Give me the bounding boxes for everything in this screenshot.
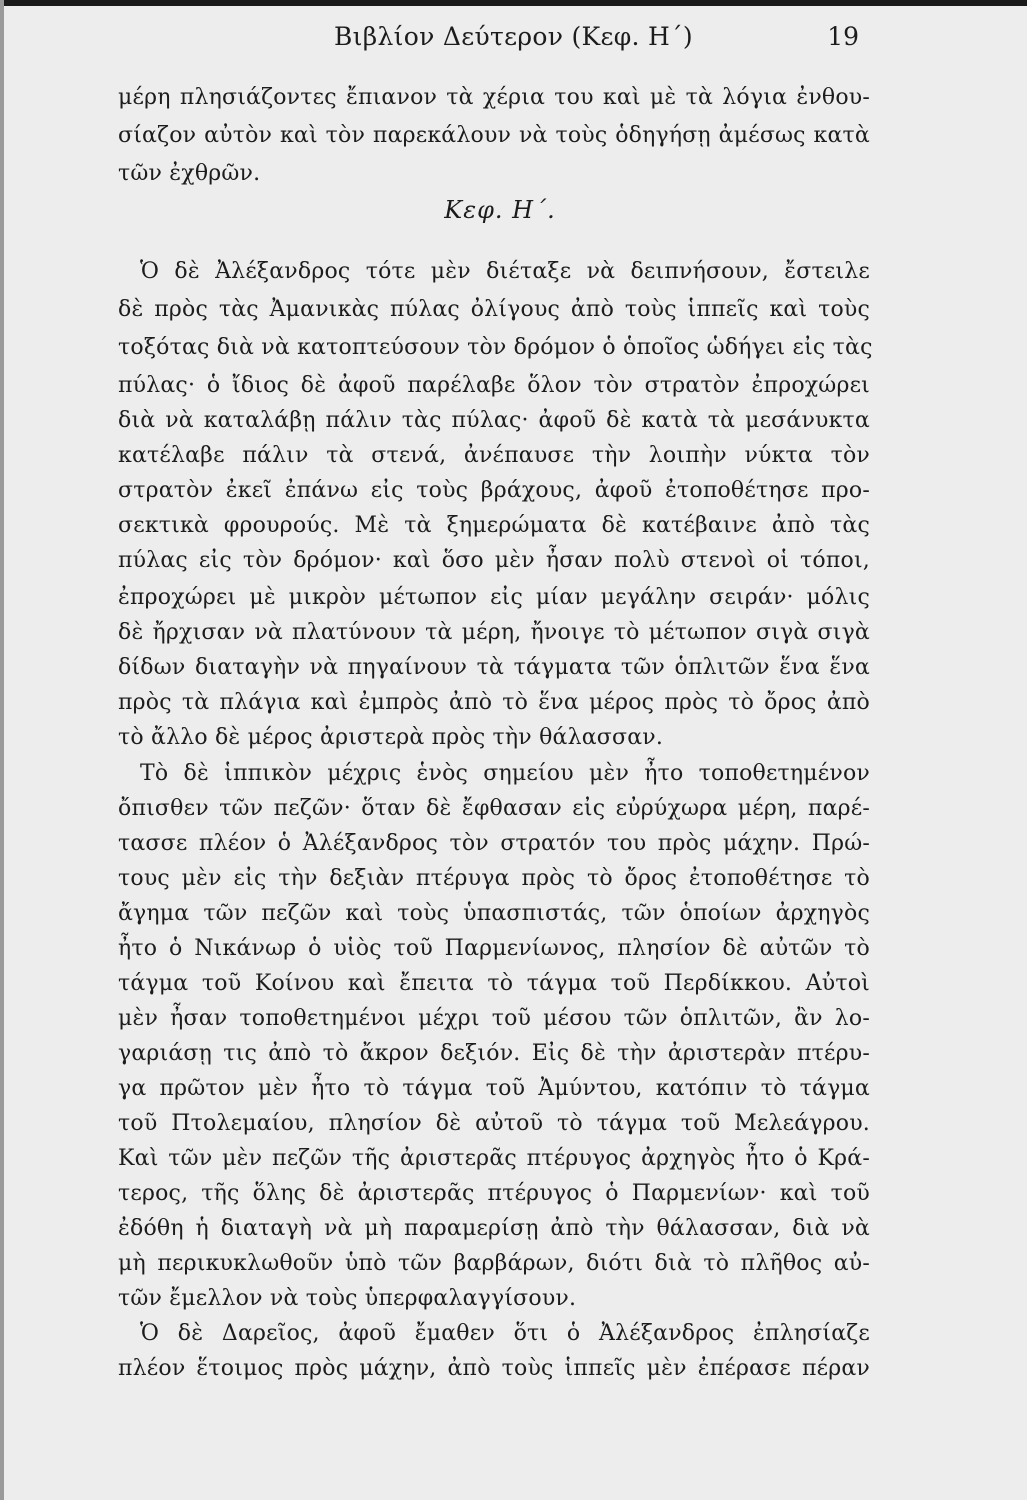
text-line: Ὁ δὲ Δαρεῖος, ἀφοῦ ἔμαθεν ὅτι ὁ Ἀλέξανδρος ἐπλησίαζε	[140, 1321, 870, 1346]
text-line: δίδων διαταγὴν νὰ πηγαίνουν τὰ τάγματα τῶν ὁπλιτῶν ἕνα ἕνα	[118, 655, 870, 680]
text-line: ἐπροχώρει μὲ μικρὸν μέτωπον εἰς μίαν μεγάλην σειράν· μόλις	[118, 585, 870, 610]
text-line: πλέον ἕτοιμος πρὸς μάχην, ἀπὸ τοὺς ἱππεῖς μὲν ἐπέρασε πέραν	[118, 1356, 870, 1381]
running-header: Βιβλίον Δεύτερον (Κεφ. Η΄)	[334, 22, 693, 51]
text-line: πύλας· ὁ ἴδιος δὲ ἀφοῦ παρέλαβε ὅλον τὸν στρατὸν ἐπροχώρει	[118, 373, 870, 398]
text-line: μὲν ἦσαν τοποθετημένοι μέχρι τοῦ μέσου τῶν ὁπλιτῶν, ἂν λο-	[118, 1006, 870, 1031]
text-line: τοῦ Πτολεμαίου, πλησίον δὲ αὐτοῦ τὸ τάγμα τοῦ Μελεάγρου.	[118, 1111, 870, 1136]
text-line: ἦτο ὁ Νικάνωρ ὁ υἱὸς τοῦ Παρμενίωνος, πλησίον δὲ αὐτῶν τὸ	[118, 936, 870, 961]
text-line: τῶν ἐχθρῶν.	[118, 161, 261, 186]
scan-top-border	[0, 0, 1027, 6]
text-line: Ὁ δὲ Ἀλέξανδρος τότε μὲν διέταξε νὰ δειπνήσουν, ἔστειλε	[140, 259, 870, 284]
text-line: τασσε πλέον ὁ Ἀλέξανδρος τὸν στρατόν του πρὸς μάχην. Πρώ-	[118, 831, 870, 856]
text-line: τερος, τῆς ὅλης δὲ ἀριστερᾶς πτέρυγος ὁ Παρμενίων· καὶ τοῦ	[118, 1181, 870, 1206]
text-line: τοξότας διὰ νὰ κατοπτεύσουν τὸν δρόμον ὁ ὁποῖος ὡδήγει εἰς τὰς	[118, 335, 873, 360]
text-line: γαριάσῃ τις ἀπὸ τὸ ἄκρον δεξιόν. Εἰς δὲ τὴν ἀριστερὰν πτέρυ-	[118, 1041, 870, 1066]
text-line: ἄγημα τῶν πεζῶν καὶ τοὺς ὑπασπιστάς, τῶν ὁποίων ἀρχηγὸς	[118, 901, 870, 926]
scan-left-border	[0, 0, 4, 1500]
page-number: 19	[827, 22, 859, 51]
text-line: τους μὲν εἰς τὴν δεξιὰν πτέρυγα πρὸς τὸ ὄρος ἐτοποθέτησε τὸ	[118, 866, 870, 891]
chapter-heading: Κεφ. Η΄.	[444, 196, 556, 224]
text-line: διὰ νὰ καταλάβῃ πάλιν τὰς πύλας· ἀφοῦ δὲ κατὰ τὰ μεσάνυκτα	[118, 408, 870, 433]
text-line: σεκτικὰ φρουρούς. Μὲ τὰ ξημερώματα δὲ κατέβαινε ἀπὸ τὰς	[118, 513, 870, 538]
text-line: ὄπισθεν τῶν πεζῶν· ὅταν δὲ ἔφθασαν εἰς εὐρύχωρα μέρη, παρέ-	[118, 796, 870, 821]
text-line: σίαζον αὐτὸν καὶ τὸν παρεκάλουν νὰ τοὺς ὁδηγήσῃ ἀμέσως κατὰ	[118, 123, 870, 148]
text-line: μὴ περικυκλωθοῦν ὑπὸ τῶν βαρβάρων, διότι διὰ τὸ πλῆθος αὐ-	[118, 1251, 870, 1276]
text-line: γα πρῶτον μὲν ἦτο τὸ τάγμα τοῦ Ἀμύντου, κατόπιν τὸ τάγμα	[118, 1076, 870, 1101]
text-line: κατέλαβε πάλιν τὰ στενά, ἀνέπαυσε τὴν λοιπὴν νύκτα τὸν	[118, 443, 870, 468]
text-line: δὲ ἤρχισαν νὰ πλατύνουν τὰ μέρη, ἤνοιγε τὸ μέτωπον σιγὰ σιγὰ	[118, 620, 870, 645]
text-line: Καὶ τῶν μὲν πεζῶν τῆς ἀριστερᾶς πτέρυγος ἀρχηγὸς ἦτο ὁ Κρά-	[118, 1146, 870, 1171]
text-line: μέρη πλησιάζοντες ἔπιανον τὰ χέρια του καὶ μὲ τὰ λόγια ἐνθου-	[118, 85, 870, 110]
text-line: Τὸ δὲ ἱππικὸν μέχρις ἑνὸς σημείου μὲν ἦτο τοποθετημένον	[140, 761, 870, 786]
text-line: δὲ πρὸς τὰς Ἀμανικὰς πύλας ὀλίγους ἀπὸ τοὺς ἱππεῖς καὶ τοὺς	[118, 297, 870, 322]
text-line: τὸ ἄλλο δὲ μέρος ἀριστερὰ πρὸς τὴν θάλασσαν.	[118, 725, 664, 750]
text-line: πρὸς τὰ πλάγια καὶ ἐμπρὸς ἀπὸ τὸ ἕνα μέρος πρὸς τὸ ὄρος ἀπὸ	[118, 690, 870, 715]
text-line: τῶν ἔμελλον νὰ τοὺς ὑπερφαλαγγίσουν.	[118, 1286, 577, 1311]
text-line: πύλας εἰς τὸν δρόμον· καὶ ὅσο μὲν ἦσαν πολὺ στενοὶ οἱ τόποι,	[118, 548, 870, 573]
text-line: τάγμα τοῦ Κοίνου καὶ ἔπειτα τὸ τάγμα τοῦ Περδίκκου. Αὐτοὶ	[118, 971, 870, 996]
text-line: ἐδόθη ἡ διαταγὴ νὰ μὴ παραμερίσῃ ἀπὸ τὴν θάλασσαν, διὰ νὰ	[118, 1216, 870, 1241]
text-line: στρατὸν ἐκεῖ ἐπάνω εἰς τοὺς βράχους, ἀφοῦ ἐτοποθέτησε προ-	[118, 478, 870, 503]
